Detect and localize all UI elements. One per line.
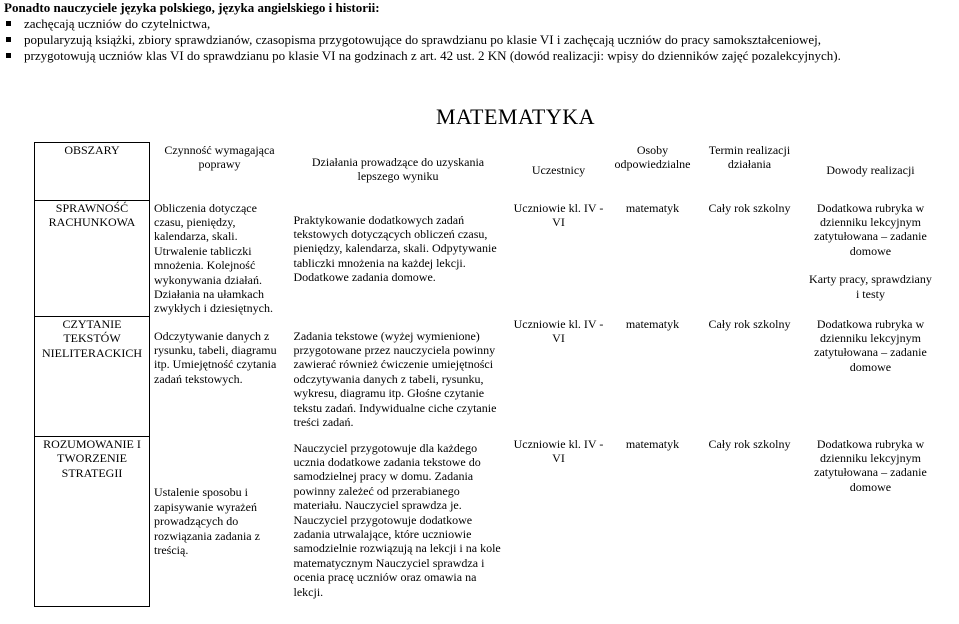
deadline-cell: Cały rok szkolny <box>708 316 791 331</box>
intro-bullet: przygotowują uczniów klas VI do sprawdzianu po klasie VI na godzinach z art. 42 ust. 2 KN (dowód realizacji: wpisy do dzienników zajęć pozalekcyjnych). <box>4 48 956 64</box>
table-row <box>35 317 937 437</box>
evidence-text: Dodatkowa rubryka w dzienniku lekcyjnym zatytułowana – zadanie domowe <box>814 200 927 258</box>
area-cell: SPRAWNOŚĆ RACHUNKOWA <box>35 201 150 317</box>
evidence-extra-text: Karty pracy, sprawdziany i testy <box>809 272 932 301</box>
area-cell: ROZUMOWANIE I TWORZENIE STRATEGII <box>35 437 150 607</box>
table-row <box>35 437 937 607</box>
table-header-row <box>35 143 937 201</box>
header-actions: Działania prowadzące do uzyskania lepszego wyniku <box>311 154 485 183</box>
header-evidence: Dowody realizacji <box>826 162 915 177</box>
evidence-cell: Dodatkowa rubryka w dzienniku lekcyjnym zatytułowana – zadanie domowe <box>814 436 927 494</box>
evidence-cell <box>804 201 936 317</box>
header-responsible: Osoby odpowiedzialne <box>614 142 691 171</box>
improvement-plan-table <box>34 142 937 607</box>
intro-bullet: popularyzują książki, zbiory sprawdzianów, czasopisma przygotowujące do sprawdzianu po klasie VI i zachęcają uczniów do pracy samokształceniowej, <box>4 32 956 48</box>
actions-cell: Praktykowanie dodatkowych zadań tekstowych dotyczących obliczeń czasu, pieniędzy, kalendarza, skali. Odpytywanie tabliczki mnożenia na każdej lekcji. Dodatkowe zadania domowe. <box>293 212 497 285</box>
activity-cell: Ustalenie sposobu i zapisywanie wyrażeń prowadzących do rozwiązania zadania z treścią. <box>154 485 260 558</box>
deadline-cell: Cały rok szkolny <box>708 436 791 451</box>
participants-cell: Uczniowie kl. IV - VI <box>513 316 604 345</box>
header-activity: Czynność wymagająca poprawy <box>164 142 275 171</box>
header-areas: OBSZARY <box>35 143 150 201</box>
intro-section <box>4 0 956 64</box>
intro-bullet: zachęcają uczniów do czytelnictwa, <box>4 16 956 32</box>
responsible-cell: matematyk <box>625 200 680 215</box>
actions-cell: Zadania tekstowe (wyżej wymienione) przygotowane przez nauczyciela powinny zawierać również ćwiczenie umiejętności odczytywania danych z tabeli, rysunku, wykresu, diagramu itp. Głośne czytanie tekstu zadań. Indywidualne ciche czytanie treści zadań. <box>293 328 497 429</box>
intro-heading: Ponadto nauczyciele języka polskiego, języka angielskiego i historii: <box>4 0 380 15</box>
activity-cell: Obliczenia dotyczące czasu, pieniędzy, kalendarza, skali. Utrwalenie tabliczki mnożenia. Kolejność wykonywania działań. Działania na ułamkach zwykłych i dziesiętnych. <box>154 200 273 316</box>
deadline-cell: Cały rok szkolny <box>708 200 791 215</box>
participants-cell: Uczniowie kl. IV - VI <box>513 200 604 229</box>
participants-cell: Uczniowie kl. IV - VI <box>513 436 604 465</box>
activity-cell: Odczytywanie danych z rysunku, tabeli, diagramu itp. Umiejętność czytania zadań tekstowych. <box>154 328 277 386</box>
actions-cell: Nauczyciel przygotowuje dla każdego ucznia dodatkowe zadania tekstowe do samodzielnej pracy w domu. Zadania powinny zależeć od przerabianego materiału. Nauczyciel sprawdza je. Nauczyciel przygotowuje dodatkowe zadania utrwalające, które uczniowie samodzielnie rozwiązują na lekcji i na kole matematycznym Nauczyciel sprawdza i ocenia pracę uczniów oraz omawia na lekcji. <box>293 440 501 599</box>
evidence-cell: Dodatkowa rubryka w dzienniku lekcyjnym zatytułowana – zadanie domowe <box>814 316 927 374</box>
responsible-cell: matematyk <box>625 316 680 331</box>
header-deadline: Termin realizacji działania <box>708 142 791 171</box>
area-cell: CZYTANIE TEKSTÓW NIELITERACKICH <box>35 317 150 437</box>
header-participants: Uczestnicy <box>531 162 586 177</box>
table-row <box>35 201 937 317</box>
section-title: MATEMATYKA <box>436 104 595 129</box>
responsible-cell: matematyk <box>625 436 680 451</box>
